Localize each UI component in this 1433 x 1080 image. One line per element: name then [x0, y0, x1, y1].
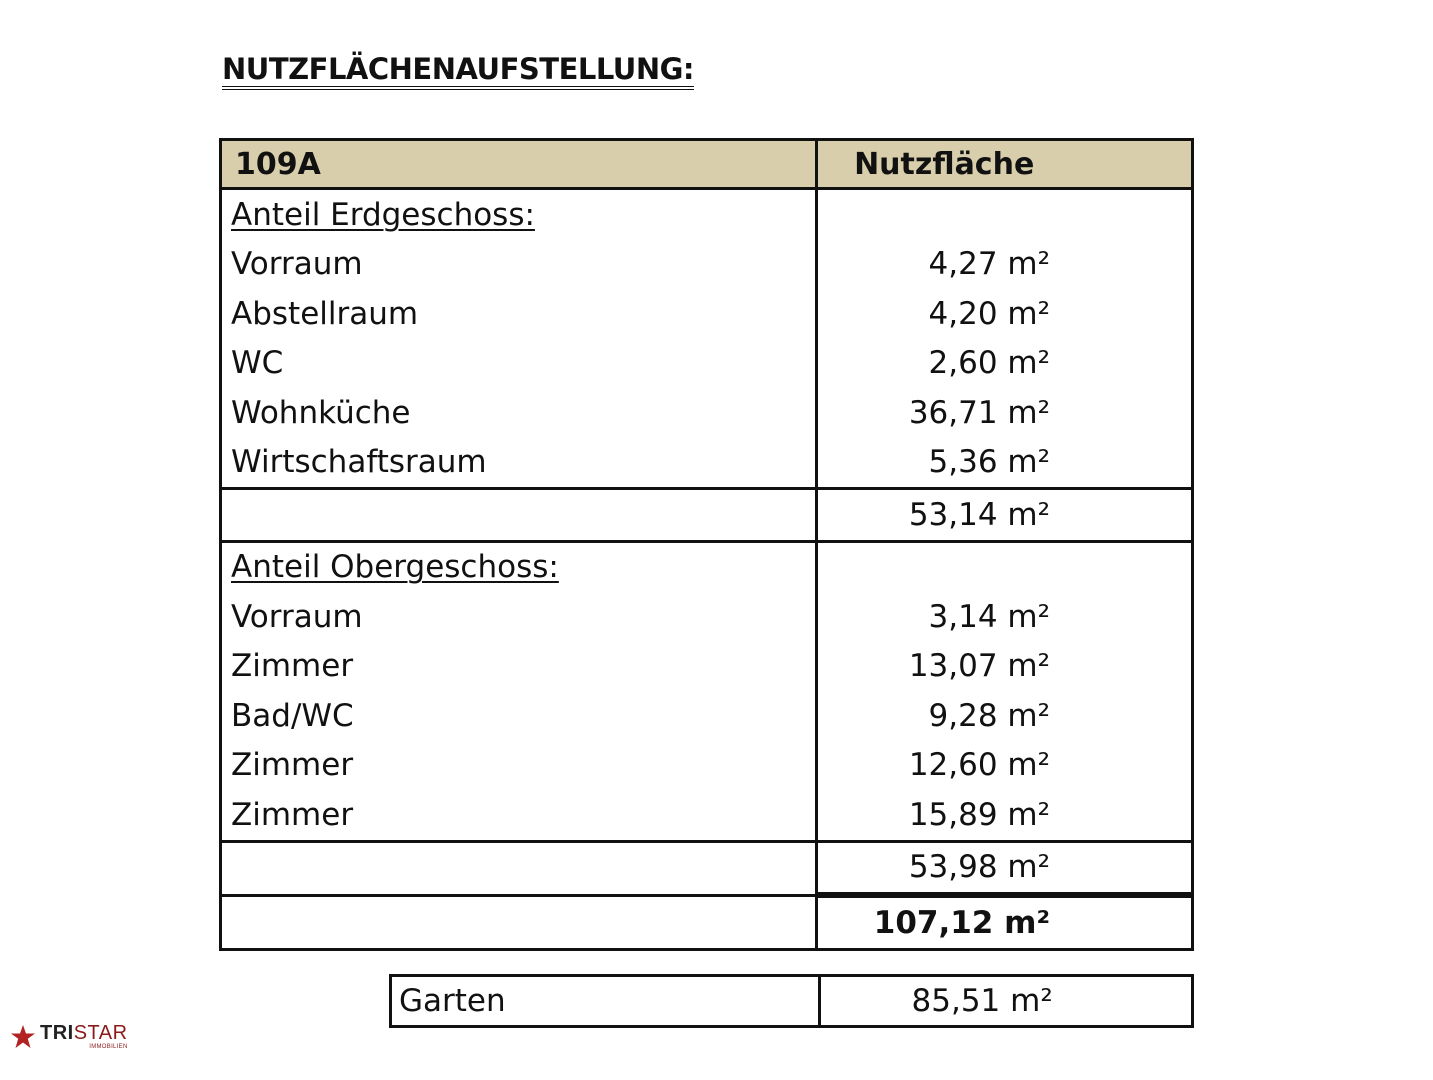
tristar-logo	[10, 1023, 128, 1050]
table-row	[221, 642, 1193, 692]
subtotal-row-upper	[221, 841, 1193, 895]
garden-label: Garten	[391, 976, 820, 1027]
area-table	[219, 138, 1194, 951]
room-area: 12,60 m²	[908, 747, 1051, 784]
table-row	[221, 592, 1193, 642]
table-row	[221, 741, 1193, 791]
room-name: Wohnküche	[221, 388, 817, 438]
room-name: Bad/WC	[221, 691, 817, 741]
section-heading-upper: Anteil Obergeschoss:	[231, 549, 559, 586]
unit-label: 109A	[221, 140, 817, 189]
table-row	[221, 289, 1193, 339]
section-row-ground	[221, 189, 1193, 240]
table-row	[221, 438, 1193, 489]
garden-area: 85,51 m²	[911, 983, 1053, 1019]
brand-tagline: IMMOBILIEN	[89, 1044, 128, 1050]
table-row	[221, 790, 1193, 841]
subtotal-row-ground	[221, 489, 1193, 542]
room-area: 15,89 m²	[908, 796, 1051, 833]
star-icon	[10, 1024, 36, 1050]
total-row	[221, 895, 1193, 949]
room-name: Vorraum	[221, 240, 817, 290]
room-name: Zimmer	[221, 741, 817, 791]
room-name: WC	[221, 339, 817, 389]
section-row-upper	[221, 541, 1193, 592]
table-row	[221, 339, 1193, 389]
page-title: NUTZFLÄCHENAUFSTELLUNG:	[222, 52, 694, 90]
room-area: 3,14 m²	[928, 598, 1051, 635]
room-name: Wirtschaftsraum	[221, 438, 817, 489]
room-area: 5,36 m²	[928, 444, 1051, 481]
column-header: Nutzfläche	[817, 140, 1193, 189]
subtotal-upper: 53,98 m²	[908, 849, 1051, 886]
table-row	[221, 691, 1193, 741]
room-area: 2,60 m²	[928, 345, 1051, 382]
room-area: 9,28 m²	[928, 697, 1051, 734]
total-area: 107,12 m²	[873, 904, 1051, 941]
brand-name: TRISTAR	[40, 1022, 128, 1044]
room-area: 4,27 m²	[928, 246, 1051, 283]
table-header-row	[221, 140, 1193, 189]
section-heading-ground: Anteil Erdgeschoss:	[231, 196, 535, 233]
room-area: 4,20 m²	[928, 295, 1051, 332]
subtotal-ground: 53,14 m²	[908, 496, 1051, 533]
room-name: Zimmer	[221, 642, 817, 692]
room-area: 36,71 m²	[908, 394, 1051, 431]
garden-table	[389, 974, 1194, 1028]
room-name: Vorraum	[221, 592, 817, 642]
table-row	[221, 240, 1193, 290]
table-row	[221, 388, 1193, 438]
room-name: Zimmer	[221, 790, 817, 841]
room-name: Abstellraum	[221, 289, 817, 339]
room-area: 13,07 m²	[908, 648, 1051, 685]
garden-row	[391, 976, 1193, 1027]
